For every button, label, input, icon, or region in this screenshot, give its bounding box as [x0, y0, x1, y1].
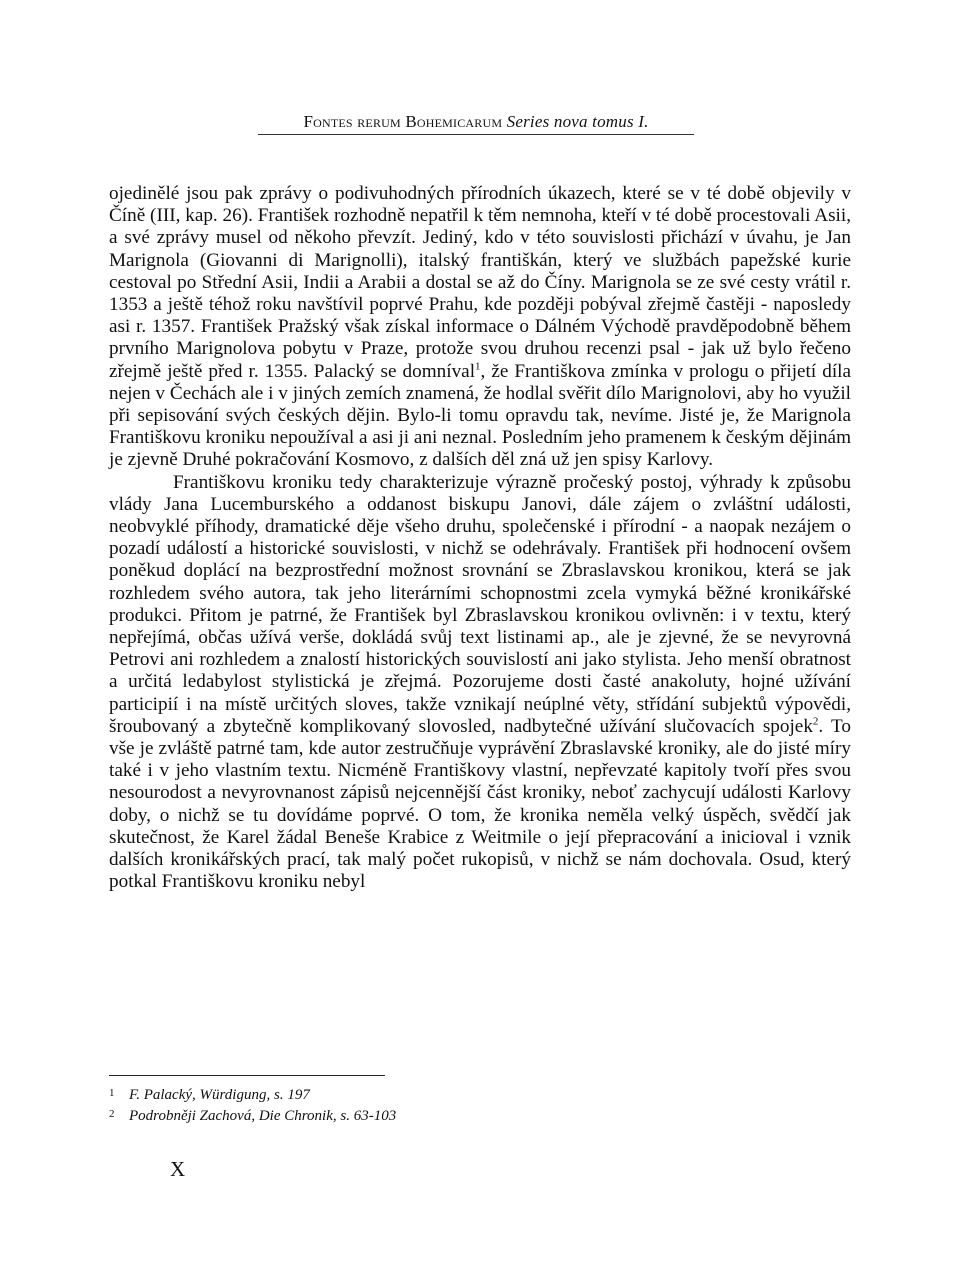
paragraph-1-text-a: ojedinělé jsou pak zprávy o podivuhodných přírodních úkazech, které se v té době objevily v Číně (III, kap. 26). František rozhodně nepatřil k těm nemnoha, kteří v té době procestovali Asii, a své zprávy musel od někoho převzít. Jediný, kdo v této souvislosti přichází v úvahu, je Jan Marignola (Giovanni di Marignolli), italský františkán, který ve službách papežské kurie cestoval po Střední Asii, Indii a Arabii a dostal se až do Číny. Marignola se ze své cesty vrátil r. 1353 a ještě téhož roku navštívil poprvé Prahu, kde později pobýval zřejmě častěji - naposledy asi r. 1357. František Pražský však získal informace o Dálném Východě pravděpodobně během prvního Marignolova pobytu v Praze, protože svou druhou recenzi psal - jak už bylo řečeno zřejmě ještě před r. 1355. Palacký se domníval [109, 183, 851, 382]
paragraph-2 [109, 472, 851, 894]
footnote-ref-1: 1 [475, 360, 481, 373]
footnote-2 [109, 1106, 609, 1127]
footnote-1-text: F. Palacký, Würdigung, s. 197 [129, 1087, 310, 1103]
series-name: Fontes rerum Bohemicarum [303, 112, 503, 131]
paragraph-2-text-b: . To vše je zvláště patrné tam, kde autor zestručňuje vyprávění Zbraslavské kroniky, ale do jisté míry také i v jeho vlastním textu. Nicméně Františkovy vlastní, nepřevzaté kapitoly tvoří přes svou nesourodost a nevyrovnanost zápisů nejcennější část kroniky, neboť zachycují události Karlovy doby, o nichž se tu dovídáme poprvé. O tom, že kronika neměla velký úspěch, svědčí jak skutečnost, že Karel žádal Beneše Krabice z Weitmile o její přepracování a inicioval i vznik dalších kronikářských prací, tak malý počet rukopisů, v nichž se nám dochovala. Osud, který potkal Františkovu kroniku nebyl [109, 715, 851, 893]
body-text [109, 183, 851, 894]
footnote-2-number: 2 [109, 1108, 115, 1120]
page-number: X [170, 1157, 186, 1181]
footnote-divider [109, 1075, 385, 1076]
footnote-ref-2: 2 [812, 715, 819, 728]
footnote-2-text: Podrobněji Zachová, Die Chronik, s. 63-103 [129, 1108, 397, 1124]
footnotes [109, 1085, 609, 1127]
footnote-1 [109, 1085, 609, 1106]
running-header [258, 112, 694, 135]
paragraph-1 [109, 183, 851, 472]
footnote-1-number: 1 [109, 1087, 115, 1099]
paragraph-1-text-b: , že Františkova zmínka v prologu o přijetí díla nejen v Čechách ale i v jiných zemích znamená, že hodlal svěřit dílo Marignolovi, aby ho využil při sepisování svých českých dějin. Bylo-li tomu opravdu tak, nevíme. Jisté je, že Marignola Františkovu kroniku nepoužíval a asi ji ani neznal. Posledním jeho pramenem k českým dějinám je zjevně Druhé pokračování Kosmovo, z dalších děl zná už jen spisy Karlovy. [109, 360, 851, 471]
series-volume: Series nova tomus I. [506, 112, 649, 131]
paragraph-2-text-a: Františkovu kroniku tedy charakterizuje výrazně pročeský postoj, výhrady k způsobu vlády Jana Lucemburského a oddanost biskupu Janovi, dále zájem o zvláštní události, neobvyklé příhody, dramatické děje všeho druhu, společenské i přírodní - a naopak nezájem o pozadí událostí a historické souvislosti, v nichž se odehrávaly. František při hodnocení ovšem poněkud doplácí na bezprostřední možnost srovnání se Zbraslavskou kronikou, která se jak rozhledem svého autora, tak jeho literárními schopnostmi zcela vymyká běžné kronikářské produkci. Přitom je patrné, že František byl Zbraslavskou kronikou ovlivněn: i v textu, který nepřejímá, občas užívá verše, dokládá svůj text listinami ap., ale je zjevné, že se nevyrovná Petrovi ani rozhledem a znalostí historických souvislostí ani jako stylista. Jeho menší obratnost a určitá ledabylost stylistická je zřejmá. Pozorujeme dosti časté anakoluty, hojné užívání participií i na místě určitých sloves, takže vznikají neúplné věty, střídání subjektů výpovědi, šroubovaný a zbytečně komplikovaný slovosled, nadbytečné užívání slučovacích spojek [109, 471, 851, 737]
